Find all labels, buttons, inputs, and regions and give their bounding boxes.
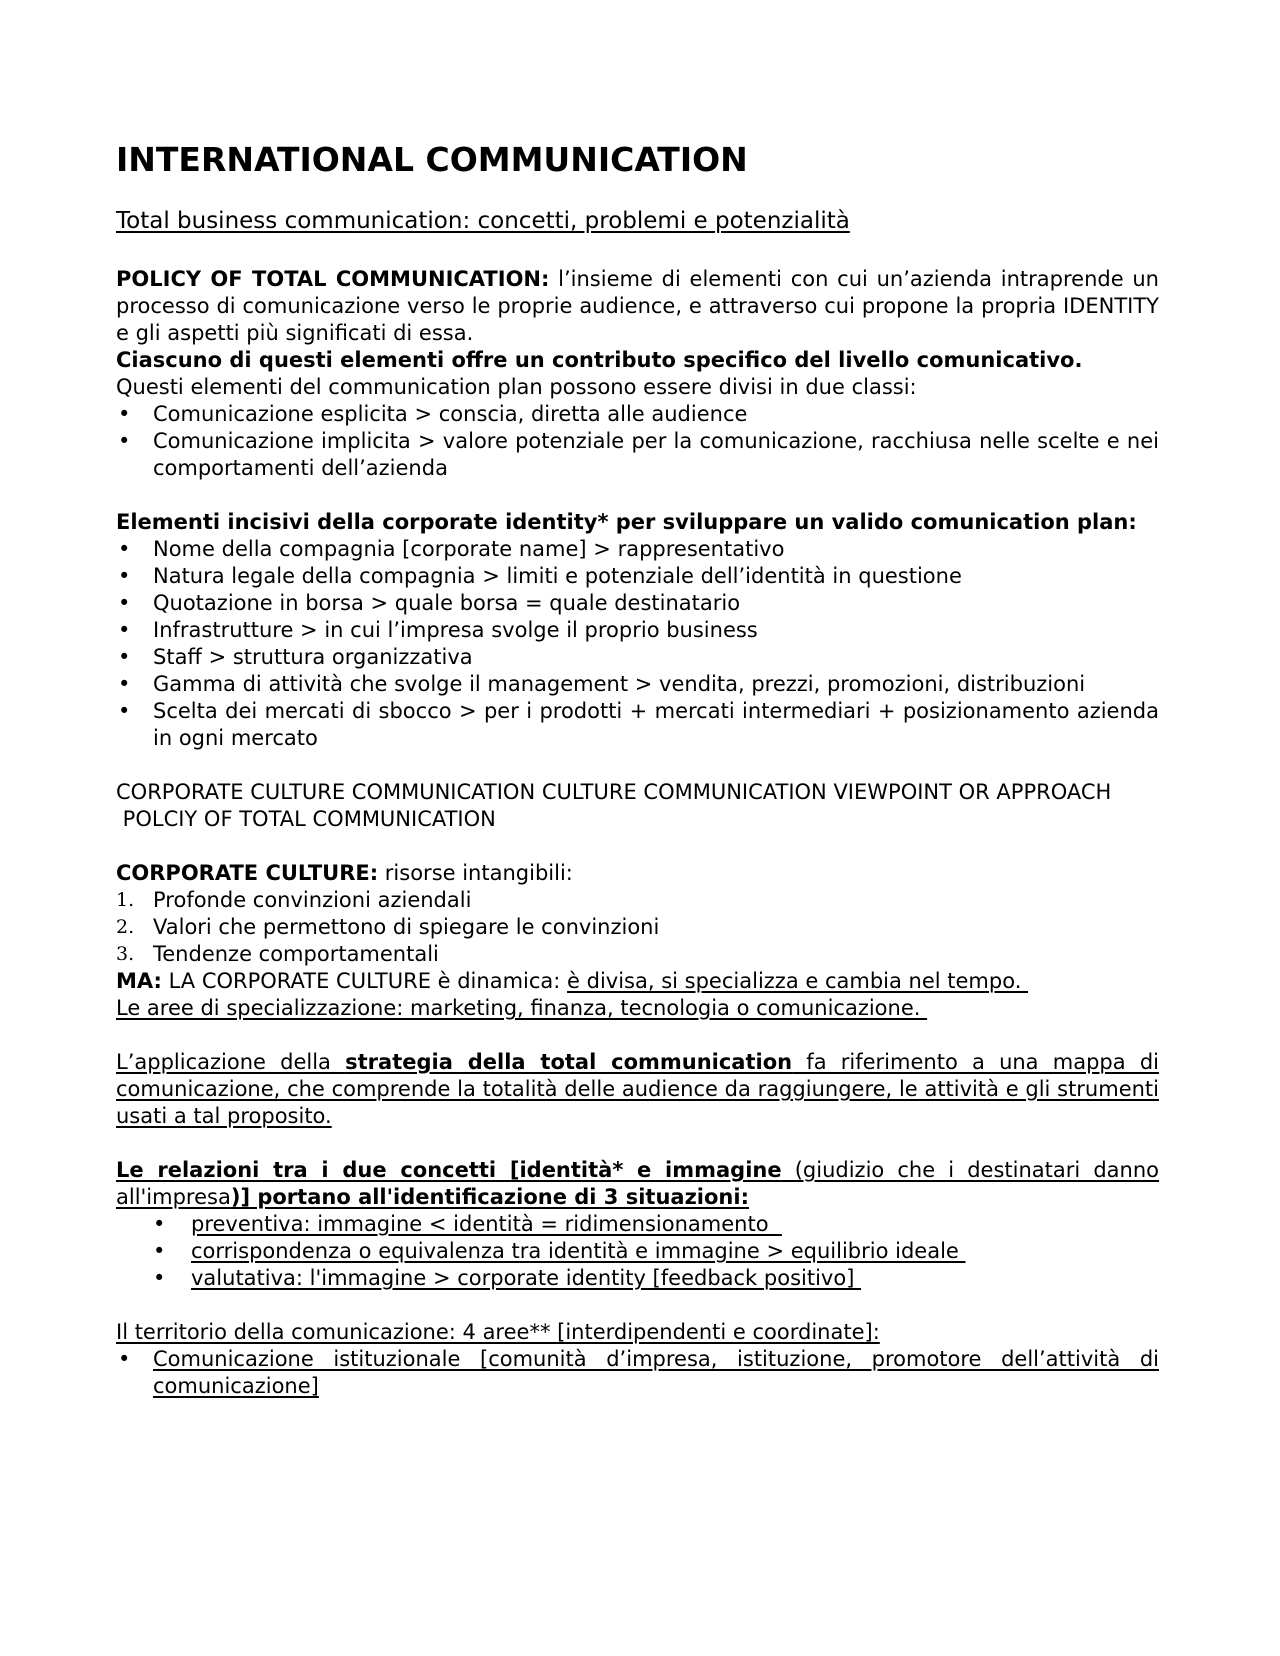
policy-paragraph	[116, 266, 1159, 347]
bullet-icon: •	[118, 672, 131, 696]
flow-line-2: POLCIY OF TOTAL COMMUNICATION	[116, 807, 496, 831]
list-item: • Comunicazione implicita > valore potenziale per la comunicazione, racchiusa nelle scelte e nei comportamenti dell’azienda	[118, 429, 1159, 480]
areas-line: Le aree di specializzazione: marketing, finanza, tecnologia o comunicazione.	[116, 996, 928, 1020]
list-item: • corrispondenza o equivalenza tra identità e immagine > equilibrio ideale	[153, 1239, 966, 1263]
bullet-icon: •	[118, 429, 131, 453]
list-item: • valutativa: l'immagine > corporate identity [feedback positivo]	[153, 1266, 862, 1290]
ma-term: MA:	[116, 969, 162, 993]
list-item: 1. Profonde convinzioni aziendali	[116, 888, 472, 912]
territory-list	[116, 1346, 1159, 1400]
elements-heading: Elementi incisivi della corporate identity* per sviluppare un valido comunication plan:	[116, 510, 1137, 534]
policy-text: l’insieme di elementi con cui un’azienda intraprende un processo di comunicazione verso le proprie audience, e attraverso cui propone la propria IDENTITY e gli aspetti più significati di essa.	[116, 267, 1159, 345]
list-number: 2.	[116, 916, 135, 938]
elements-list	[116, 536, 1159, 752]
document-subtitle: Total business communication: concetti, problemi e potenzialità	[116, 208, 850, 234]
bullet-icon: •	[118, 699, 131, 723]
list-item: • Nome della compagnia [corporate name] > rappresentativo	[118, 537, 785, 561]
list-item: • Staff > struttura organizzativa	[118, 645, 473, 669]
list-item: • preventiva: immagine < identità = ridimensionamento	[153, 1212, 782, 1236]
relations-paragraph: Le relazioni tra i due concetti [identità* e immagine (giudizio che i destinatari danno all'impresa)] portano all'identificazione di 3 situazioni:	[116, 1158, 1159, 1209]
ma-paragraph: MA: LA CORPORATE CULTURE è dinamica: è divisa, si specializza e cambia nel tempo.	[116, 969, 1029, 993]
list-item: • Scelta dei mercati di sbocco > per i prodotti + mercati intermediari + posizionamento azienda in ogni mercato	[118, 699, 1159, 750]
list-item: • Quotazione in borsa > quale borsa = quale destinatario	[118, 591, 741, 615]
bullet-icon: •	[118, 537, 131, 561]
culture-term: CORPORATE CULTURE:	[116, 861, 379, 885]
flow-line-1: CORPORATE CULTURE COMMUNICATION CULTURE COMMUNICATION VIEWPOINT OR APPROACH	[116, 780, 1112, 804]
bullet-icon: •	[118, 402, 131, 426]
policy-bold-line: Ciascuno di questi elementi offre un contributo specifico del livello comunicativo.	[116, 348, 1083, 372]
bullet-icon: •	[118, 645, 131, 669]
culture-text: risorse intangibili:	[378, 861, 573, 885]
list-item: • Gamma di attività che svolge il management > vendita, prezzi, promozioni, distribuzioni	[118, 672, 1086, 696]
classes-intro: Questi elementi del communication plan possono essere divisi in due classi:	[116, 375, 917, 399]
relations-list	[116, 1211, 1159, 1292]
list-item: 2. Valori che permettono di spiegare le convinzioni	[116, 915, 660, 939]
list-item: • Comunicazione istituzionale [comunità d’impresa, istituzione, promotore dell’attività di comunicazione]	[118, 1347, 1159, 1398]
classes-list	[116, 401, 1159, 482]
territory-heading: Il territorio della comunicazione: 4 aree** [interdipendenti e coordinate]:	[116, 1320, 880, 1344]
bullet-icon: •	[153, 1212, 166, 1236]
culture-paragraph	[116, 860, 1159, 887]
culture-list	[116, 887, 1159, 968]
list-item: • Natura legale della compagnia > limiti e potenziale dell’identità in questione	[118, 564, 962, 588]
policy-term: POLICY OF TOTAL COMMUNICATION:	[116, 267, 550, 291]
list-item: • Infrastrutture > in cui l’impresa svolge il proprio business	[118, 618, 758, 642]
list-number: 3.	[116, 943, 135, 965]
bullet-icon: •	[118, 1347, 131, 1371]
bullet-icon: •	[118, 564, 131, 588]
bullet-icon: •	[118, 591, 131, 615]
bullet-icon: •	[153, 1266, 166, 1290]
bullet-icon: •	[118, 618, 131, 642]
list-item: 3. Tendenze comportamentali	[116, 942, 439, 966]
bullet-icon: •	[153, 1239, 166, 1263]
list-number: 1.	[116, 889, 135, 911]
strategy-paragraph: L’applicazione della strategia della total communication fa riferimento a una mappa di comunicazione, che comprende la totalità delle audience da raggiungere, le attività e gli strumenti usati a tal proposito.	[116, 1050, 1159, 1128]
document-title: INTERNATIONAL COMMUNICATION	[116, 140, 748, 179]
list-item: • Comunicazione esplicita > conscia, diretta alle audience	[118, 402, 748, 426]
